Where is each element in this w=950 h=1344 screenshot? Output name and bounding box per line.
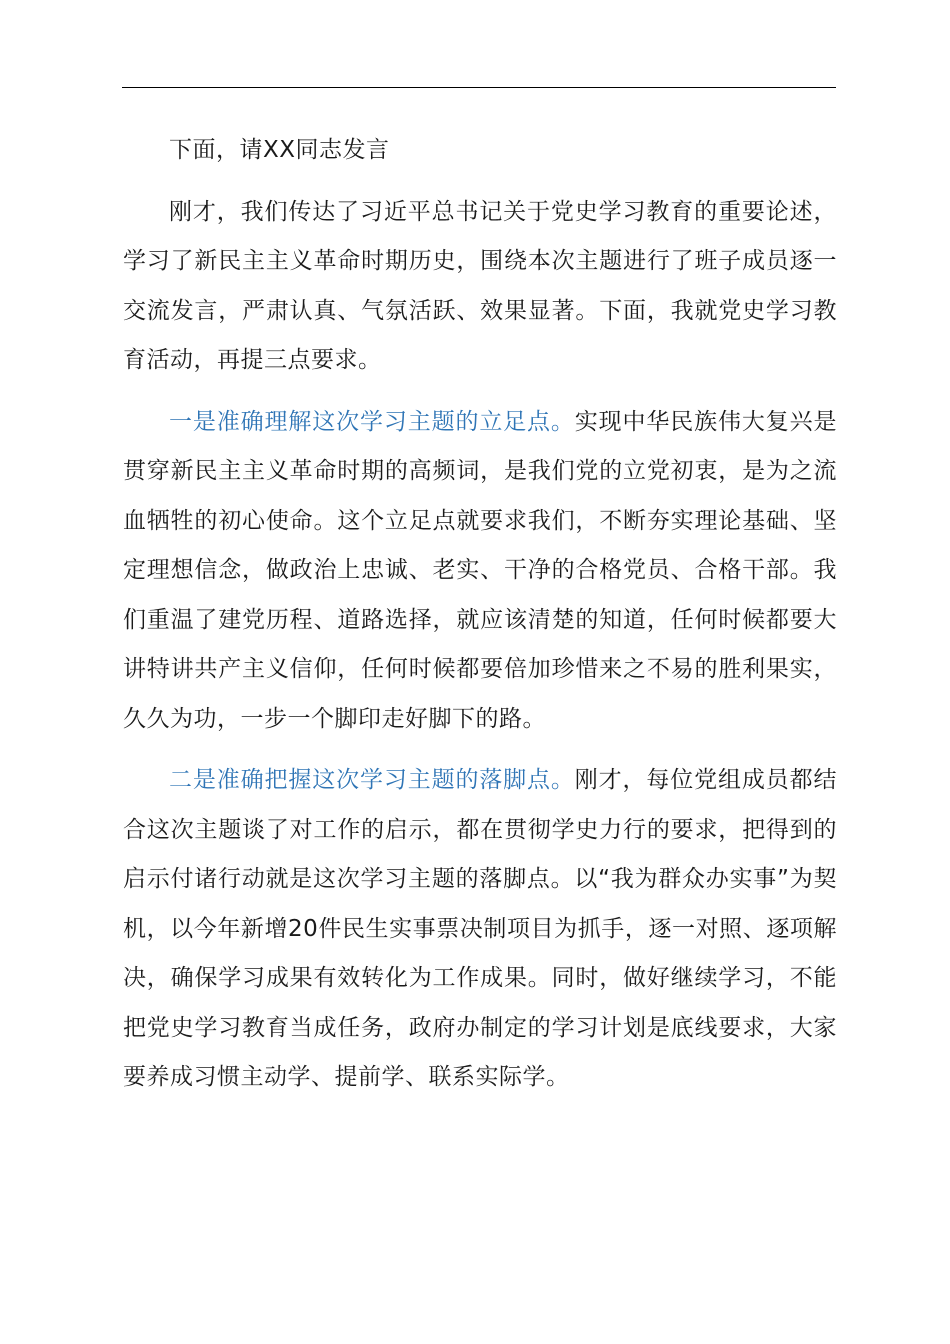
paragraph-lead: 一是准确理解这次学习主题的立足点。 bbox=[169, 408, 575, 435]
document-body bbox=[123, 126, 837, 1115]
paragraph-intro bbox=[123, 126, 837, 176]
paragraph-text: 下面，请XX同志发言 bbox=[169, 137, 390, 163]
paragraph-text: 刚才，我们传达了习近平总书记关于党史学习教育的重要论述，学习了新民主主义革命时期历史，围绕本次主题进行了班子成员逐一交流发言，严肃认真、气氛活跃、效果显著。下面，我就党史学习教育活动，再提三点要求。 bbox=[123, 198, 837, 373]
paragraph-text: 实现中华民族伟大复兴是贯穿新民主主义革命时期的高频词，是我们党的立党初衷，是为之流血牺牲的初心使命。这个立足点就要求我们，不断夯实理论基础、坚定理想信念，做政治上忠诚、老实、干净的合格党员、合格干部。我们重温了建党历程、道路选择，就应该清楚的知道，任何时候都要大讲特讲共产主义信仰，任何时候都要倍加珍惜来之不易的胜利果实，久久为功，一步一个脚印走好脚下的路。 bbox=[123, 408, 838, 732]
paragraph-text: 刚才，每位党组成员都结合这次主题谈了对工作的启示，都在贯彻学史力行的要求，把得到的启示付诸行动就是这次学习主题的落脚点。以“我为群众办实事”为契机，以今年新增20件民生实事票决制项目为抓手，逐一对照、逐项解决，确保学习成果有效转化为工作成果。同时，做好继续学习，不能把党史学习教育当成任务，政府办制定的学习计划是底线要求，大家要养成习惯主动学、提前学、联系实际学。 bbox=[123, 767, 838, 1090]
header-rule bbox=[122, 87, 836, 88]
paragraph-point-two bbox=[123, 756, 837, 1103]
paragraph-summary bbox=[123, 188, 837, 386]
paragraph-point-one bbox=[123, 398, 837, 745]
paragraph-lead: 二是准确把握这次学习主题的落脚点。 bbox=[169, 767, 575, 793]
